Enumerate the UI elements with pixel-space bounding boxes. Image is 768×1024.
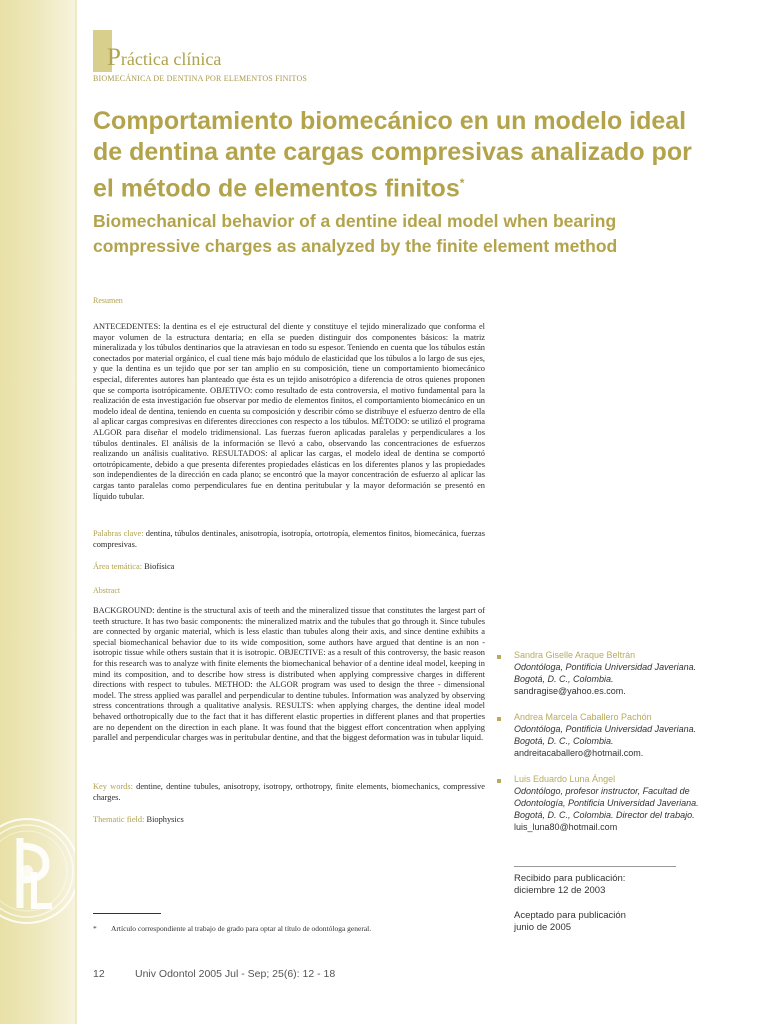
article-title-es: [93, 106, 693, 204]
thematic-field: [93, 815, 485, 826]
footnote: [93, 924, 371, 933]
journal-reference: Univ Odontol 2005 Jul - Sep; 25(6): 12 - 18: [135, 968, 336, 980]
section-header-text: [107, 44, 221, 72]
author-affiliation: Odontóloga, Pontificia Universidad Javeriana. Bogotá, D. C., Colombia.: [514, 662, 697, 684]
received-label: Recibido para publicación:: [514, 873, 626, 884]
author-affiliation: Odontólogo, profesor instructor, Facultad de Odontología, Pontificia Universidad Javeriana. Bogotá, D. C., Colombia. Director del trabajo.: [514, 786, 699, 820]
key-words-label: Key words:: [93, 782, 133, 791]
accepted-block: [514, 910, 684, 934]
resumen-heading: Resumen: [93, 296, 123, 305]
author-name: Sandra Giselle Araque Beltrán: [514, 650, 636, 660]
footnote-rule: [93, 913, 161, 914]
author-name: Luis Eduardo Luna Ángel: [514, 774, 616, 784]
author-email: luis_luna80@hotmail.com: [514, 822, 618, 832]
article-title-en: Biomechanical behavior of a dentine ideal model when bearing compressive charges as analyzed by the finite element method: [93, 211, 618, 256]
section-rest: ráctica clínica: [120, 49, 222, 69]
abstract-heading: Abstract: [93, 586, 121, 595]
thematic-field-label: Thematic field:: [93, 815, 145, 824]
author-block: [514, 649, 704, 697]
footnote-text: Artículo correspondiente al trabajo de grado para optar al título de odontóloga general.: [111, 924, 372, 933]
area-tematica-text: Biofísica: [144, 562, 175, 571]
journal-logo-emblem: [0, 816, 82, 926]
key-words: [93, 782, 485, 803]
received-date: diciembre 12 de 2003: [514, 885, 606, 896]
section-initial: P: [107, 44, 121, 71]
decorative-side-band: [0, 0, 75, 1024]
palabras-clave-text: dentina, túbulos dentinales, anisotropía, isotropía, ortotropía, elementos finitos, biomecánica, fuerzas compresivas.: [93, 529, 485, 549]
side-divider: [75, 0, 77, 1024]
author-email: andreitacaballero@hotmail.com.: [514, 748, 644, 758]
subsection-title: BIOMECÁNICA DE DENTINA POR ELEMENTOS FINITOS: [93, 74, 308, 83]
area-tematica: [93, 562, 485, 573]
received-block: [514, 873, 684, 897]
thematic-field-text: Biophysics: [146, 815, 184, 824]
article-title-es-text: Comportamiento biomecánico en un modelo ideal de dentina ante cargas compresivas analizado por el método de elementos finitos: [93, 107, 692, 203]
author-bullet: [497, 779, 501, 783]
author-bullet: [497, 717, 501, 721]
author-name: Andrea Marcela Caballero Pachón: [514, 712, 652, 722]
palabras-clave: [93, 529, 485, 550]
dates-rule: [514, 866, 676, 867]
title-footnote-mark: *: [459, 176, 465, 190]
author-block: [514, 773, 704, 833]
author-affiliation: Odontóloga, Pontificia Universidad Javeriana. Bogotá, D. C., Colombia.: [514, 724, 697, 746]
palabras-clave-label: Palabras clave:: [93, 529, 144, 538]
author-bullet: [497, 655, 501, 659]
accepted-label: Aceptado para publicación: [514, 910, 626, 921]
resumen-text: ANTECEDENTES: la dentina es el eje estructural del diente y constituye el tejido mineralizado que conforma el mayor volumen de la estructura dentaria; en ella se pueden distinguir dos componentes básicos: la matriz mineralizada y los túbulos dentinarios que la atraviesan en todo su espesor. Teniendo en cuenta que los túbulos están conectados por material orgánico, el cual tiene más bajo módulo de elasticidad que los túbulos a lo largo de sus ejes, y que la dentina es un tejido que por ser tan amplio en su composición, tiene un comportamiento biomecánico especial, diferentes autores han planteado que ésta es un tejido anisotrópico a diferencia de otros quienes proponen que se comporta isotrópicamente. OBJETIVO: como resultado de esta controversia, el motivo fundamental para la realización de esta investigación fue observar por medio de elementos finitos, el comportamiento biomecánico en un modelo ideal de dentina, teniendo en cuenta su composición y describir cómo se distribuye el esfuerzo dentro de ella al aplicar cargas compresivas en diferentes direcciones con respecto a los túbulos. MÉTODO: se utilizó el programa ALGOR para diseñar el modelo tridimensional. Las fuerzas fueron aplicadas paralelas y perpendiculares a los túbulos dentinales. El análisis de la información se llevó a cabo, observando las concentraciones de esfuerzos realizando un análisis cualitativo. RESULTADOS: al aplicar las cargas, el modelo ideal de dentina se comportó ortotrópicamente, debido a que presenta diferentes propiedades elásticas en los diferentes planos y las propiedades son independientes de la dirección en cada plano; se encontró que la mayor concentración de esfuerzo al aplicar las cargas tanto paralelas como perpendiculares fue en dentina peritubular y la mayor deformación se presentó en líquido tubular.: [93, 322, 485, 501]
author-block: [514, 711, 704, 759]
page-number: 12: [93, 968, 105, 980]
accepted-date: junio de 2005: [514, 922, 572, 933]
author-email: sandragise@yahoo.es.com.: [514, 686, 626, 696]
footnote-mark: *: [93, 924, 97, 933]
abstract-text: BACKGROUND: dentine is the structural axis of teeth and the mineralized tissue that constitutes the largest part of teeth structure. It has two basic components: the mineralized matrix and the tubules that go through it. Since tubules are connected by organic material, which is less elastic than tubules along their axis, and since dentine exhibits a special biomechanical behavior due to its wide composition, some authors have argued that dentine is an non - isotropic tissue while others sustain that it is isotropic. OBJECTIVE: as a result of this controversy, the basic reason for this research was to analyze with finite elements the biomechanical behavior of a dentine ideal model, keeping in mind its composition, and to describe how stress is distributed when applying compressive charges in different directions with respect to tubules. METHOD: the ALGOR program was used to design the three - dimensional model. The stress applied was parallel and perpendicular to dentine tubules. Information was analyzed by observing stress concentrations through a qualitative analysis. RESULTS: when applying charges, the dentine ideal model behaved orthotropically due to the fact that it has different elastic properties in different planes and that properties are no dependent on the direction in each plane. It was found that the biggest effort concentration when applying parallel and perpendicular charges was in peritubular dentine, and that the biggest deformation was in tubular liquid.: [93, 606, 485, 743]
area-tematica-label: Área temática:: [93, 562, 143, 571]
key-words-text: dentine, dentine tubules, anisotropy, isotropy, orthotropy, finite elements, biomechanics, compressive charges.: [93, 782, 485, 802]
